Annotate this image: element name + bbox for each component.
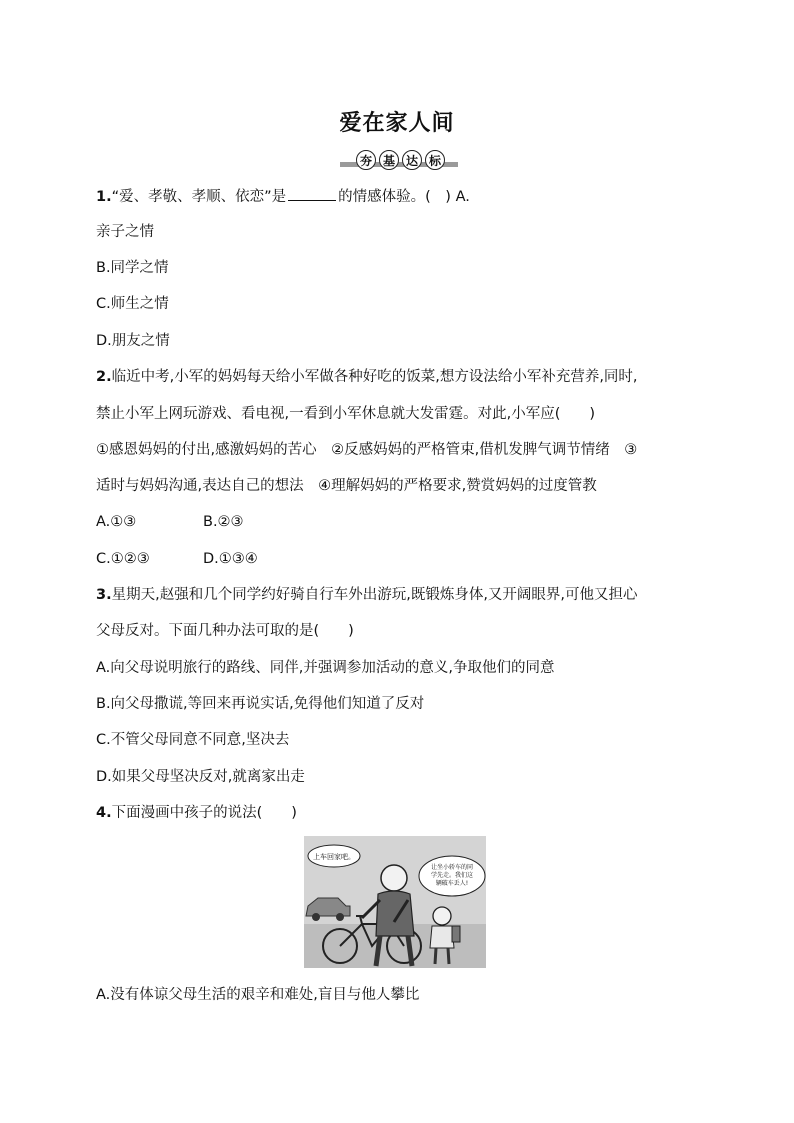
option-d: D.如果父母坚决反对,就离家出走 [96,769,305,785]
bubble-text: 辆破车丢人! [435,880,469,887]
page-title: 爱在家人间 [339,111,455,136]
banner-char: 基 [379,150,399,170]
child-body [430,926,454,948]
option-d: D.①③④ [203,551,258,567]
question-text: 禁止小军上网玩游戏、看电视,一看到小军休息就大发雷霆。对此,小军应( ) [96,406,596,422]
question-number: 3. [96,587,112,603]
option-b: B.同学之情 [96,260,169,276]
answer-blank [288,186,336,201]
option-c: C.不管父母同意不同意,坚决去 [96,732,290,748]
bubble-text: 学先走。我们这 [430,872,474,879]
section-banner [340,150,458,172]
option-c: C.①②③ [96,551,150,567]
child-backpack [452,926,460,942]
option-a: A.向父母说明旅行的路线、同伴,并强调参加活动的意义,争取他们的同意 [96,660,555,676]
question-text: 父母反对。下面几种办法可取的是( ) [96,623,354,639]
banner-char: 夯 [356,150,376,170]
question-number: 1. [96,189,112,205]
question-text: ①感恩妈妈的付出,感激妈妈的苦心 ②反感妈妈的严格管束,借机发脾气调节情绪 ③ [96,442,638,458]
car-wheel [336,913,344,921]
child-head [433,907,451,925]
banner-char: 标 [425,150,445,170]
question-text: “爱、孝敬、孝顺、依恋”是 [111,189,287,205]
option-c: C.师生之情 [96,296,169,312]
question-2-stem [96,367,638,387]
banner-char: 达 [402,150,422,170]
question-1-stem [96,186,470,207]
option-a: A.没有体谅父母生活的艰辛和难处,盲目与他人攀比 [96,987,420,1003]
question-text: 星期天,赵强和几个同学约好骑自行车外出游玩,既锻炼身体,又开阔眼界,可他又担心 [111,587,638,603]
question-number: 2. [96,369,112,385]
option-row [96,512,244,532]
bubble-text: 上车回家吧。 [313,853,355,861]
question-text: 适时与妈妈沟通,表达自己的想法 ④理解妈妈的严格要求,赞赏妈妈的过度管教 [96,478,597,494]
father-head [381,865,407,891]
option-b: B.向父母撒谎,等回来再说实话,免得他们知道了反对 [96,696,425,712]
car-wheel [312,913,320,921]
bubble-text: 让坐小轿车的同 [430,864,474,871]
option-d: D.朋友之情 [96,333,170,349]
father-body [376,891,414,936]
cartoon-illustration [304,836,486,968]
question-text: 临近中考,小军的妈妈每天给小军做各种好吃的饭菜,想方设法给小军补充营养,同时, [111,369,638,385]
option-a: A.①③ [96,514,137,530]
option-b: B.②③ [203,514,244,530]
option-row [96,549,258,569]
option-a: 亲子之情 [96,224,154,240]
question-text: 下面漫画中孩子的说法( ) [111,805,297,821]
question-text: 的情感体验。( ) A. [338,189,470,205]
question-3-stem [96,585,638,605]
question-4-stem [96,803,297,823]
question-number: 4. [96,805,112,821]
